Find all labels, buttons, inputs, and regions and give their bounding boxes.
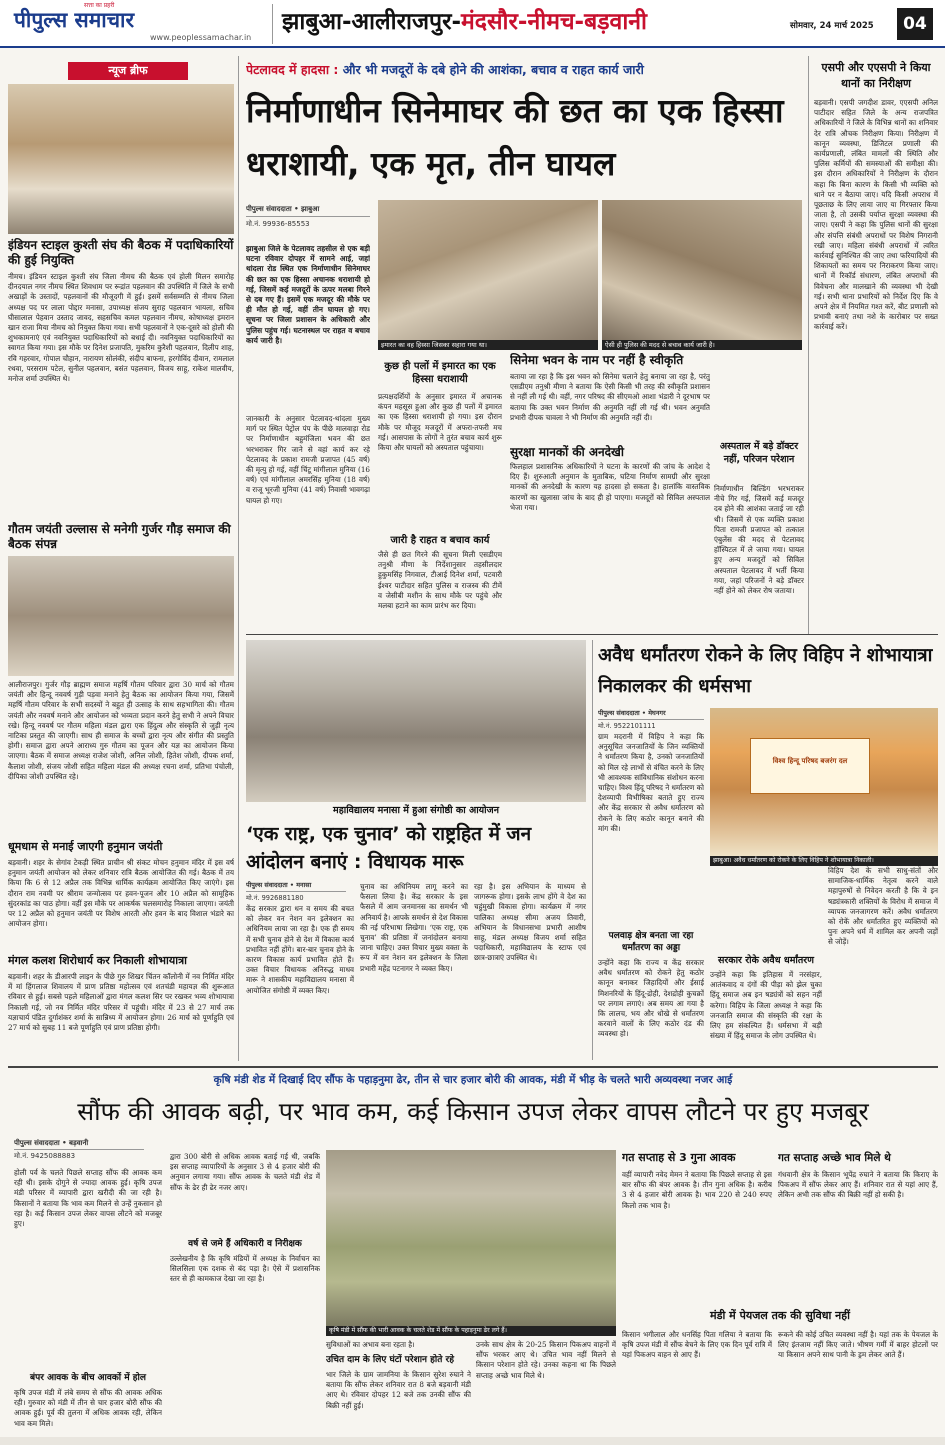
lead-body-7-top bbox=[714, 352, 804, 436]
story3-byline-box bbox=[598, 708, 704, 734]
lead-sub-1: कुछ ही पलों में इमारत का एक हिस्सा धराशायी bbox=[384, 361, 496, 385]
fennel-market-photo bbox=[326, 1150, 616, 1326]
lead-sub-3: सिनेमा भवन के नाम पर नहीं है स्वीकृति bbox=[510, 353, 684, 367]
fennel-market-caption: कृषि मंडी में सौंफ की भारी आवक के चलते शेड में सौंफ के पहाड़नुमा ढेर लगे हैं। bbox=[326, 1326, 616, 1336]
bottom-sub-1: बंपर आवक के बीच आवकों में होल bbox=[30, 1373, 146, 1383]
story3-sub-1: पलवाड़ क्षेत्र बनता जा रहा धर्मांतरण का अड्डा bbox=[608, 931, 694, 953]
bottom-sub-4: गत सप्ताह से 3 गुना आवक bbox=[622, 1151, 736, 1164]
lead-kicker-rest: और भी मजदूरों के दबे होने की आशंका, बचाव व राहत कार्य जारी bbox=[342, 62, 644, 77]
lead-body-6: फिलहाल प्रशासनिक अधिकारियों ने घटना के कारणों की जांच के आदेश दे दिए हैं। शुरुआती अनुमान के मुताबिक, घटिया निर्माण सामग्री और सुरक्षा मानकों की अनदेखी के कारण यह हादसा हो सकता है। हालांकि वास्तविक कारणों का खुलासा जांच के बाद ही हो पाएगा। मजदूरों को सिविल अस्पताल भेजा गया। bbox=[510, 462, 710, 512]
bottom-byline-box bbox=[14, 1138, 144, 1164]
story3-body-2: उन्होंने कहा कि राज्य व केंद्र सरकार अवैध धर्मांतरण को रोकने हेतु कठोर कानून बनाकर जिहादियों और ईसाई मिशनरियों के हिंदू-द्रोही, देशद्रोही कुचक्रों पर लगाम लगाएं। अब समय आ गया है कि लालच, भय और धोखे से धर्मांतरण करवाने वालों के लिए कठोर दंड की व्यवस्था हो। bbox=[598, 958, 704, 1039]
region-title-black: झाबुआ-आलीराजपुर- bbox=[282, 9, 462, 35]
masthead-divider bbox=[272, 4, 273, 44]
lead-sub-5: अस्पताल में बड़े डॉक्टर नहीं, परिजन परेशान bbox=[719, 441, 799, 465]
collapse-photo-1-caption: इमारत का वह हिस्सा जिसका सहारा गया था। bbox=[378, 340, 598, 350]
site-url: www.peoplessamachar.in bbox=[150, 33, 252, 42]
wrestling-meeting-photo bbox=[8, 84, 234, 234]
brief-headline-3: धूमधाम से मनाई जाएगी हनुमान जयंती bbox=[8, 840, 163, 853]
lead-phone: मो.नं. 99936-85553 bbox=[246, 220, 310, 228]
registration-strip bbox=[0, 1437, 945, 1445]
story3-body-4: विहिप देश के सभी साधु-संतों और सामाजिक-धार्मिक नेतृत्व करने वाले महापुरुषों से निवेदन करती है कि वे इन षड्यंत्रकारी शक्तियों के विरोध में समाज में व्यापक जनजागरण करें। अवैध धर्मांतरण को रोकें और धर्मांतरित हुए व्यक्तियों को पुनः अपने धर्म में शामिल कर अपनी जड़ों से जोड़ें। bbox=[828, 866, 938, 947]
bottom-body-9: किसान भगीलाल और धनसिंह पिता गलिया ने बताया कि कृषि उपज मंडी में सौंफ बेचने के लिए एक दिन पूर्व रात्रि में यहां पिकअप वाहन से आए हैं। bbox=[622, 1330, 772, 1360]
story3-headline: अवैध धर्मांतरण रोकने के लिए विहिप ने शोभायात्रा निकालकर की धर्मसभा bbox=[598, 645, 933, 697]
logo-text: पीपुल्स समाचार bbox=[14, 8, 135, 32]
right-column-rule bbox=[808, 56, 809, 634]
collapse-photo-1 bbox=[378, 200, 598, 348]
bottom-phone: मो.नं. 9425088883 bbox=[14, 1152, 76, 1160]
story3-sub-2: सरकार रोके अवैध धर्मांतरण bbox=[717, 955, 815, 966]
masthead bbox=[0, 0, 945, 48]
story2-phone: मो.नं. 9926881180 bbox=[246, 894, 304, 902]
right-column-headline: एसपी और एएसपी ने किया थानों का निरीक्षण bbox=[821, 61, 931, 90]
bottom-body-7: उनके साथ क्षेत्र के 20-25 किसान पिकअप वाहनों में सौंफ भरकर आए थे। उचित भाव नहीं मिलने से किसान परेशान होते रहे। उनका कहना था कि पिछले सप्ताह अच्छे भाव मिले थे। bbox=[476, 1340, 616, 1380]
region-title-red: मंदसौर-नीमच-बड़वानी bbox=[461, 9, 648, 35]
page-number: 04 bbox=[903, 14, 927, 34]
region-title bbox=[282, 5, 782, 41]
story3-body-3: उन्होंने कहा कि इतिहास में नरसंहार, आतंकवाद व दंगों की पीड़ा को झेल चुका हिंदू समाज अब इन षड्यंत्रों को सहन नहीं करेगा। विहिप के जिला अध्यक्ष ने कहा कि जनजाति समाज की संस्कृति की रक्षा के लिए हम संकल्पित हैं। धर्मसभा में बड़ी संख्या में हिंदू समाज के लोग उपस्थित थे। bbox=[710, 970, 822, 1041]
procession-photo bbox=[710, 708, 938, 856]
bottom-byline: पीपुल्स संवाददाता • बड़वानी bbox=[14, 1138, 144, 1150]
story3-body-1: ग्राम मदरानी में विहिप ने कहा कि अनुसूचित जनजातियों के जिन व्यक्तियों ने धर्मांतरण किया है, उनको जनजातियों को मिल रहे लाभों से वंचित करने के लिए भी आवश्यक सांविधानिक संशोधन करना चाहिए। विश्व हिंदू परिषद ने धर्मांतरण को देशव्यापी विभीषिका बताते हुए राज्य और केंद्र सरकार से अवैध धर्मांतरण को रोकने के लिए कठोर कानून बनाने की मांग की। bbox=[598, 732, 704, 833]
bottom-kicker: कृषि मंडी शेड में दिखाई दिए सौंफ के पहाड़नुमा ढेर, तीन से चार हजार बोरी की आवक, मंडी में भीड़ के चलते भारी अव्यवस्था नजर आई bbox=[213, 1074, 733, 1086]
bottom-body-6: भार जिले के ग्राम जामनिया के किसान सुरेश रुघाने ने बताया कि सौंफ लेकर शनिवार रात 8 बजे बड़वानी मंडी आए थे। रविवार दोपहर 12 बजे तक उनकी सौंफ की बिक्री नहीं हुई। bbox=[326, 1370, 471, 1410]
logo bbox=[14, 2, 224, 34]
seminar-caption: महाविद्यालय मनासा में हुआ संगोष्ठी का आयोजन bbox=[333, 805, 499, 816]
bottom-body-8: वहीं व्यापारी नवेद मेमन ने बताया कि पिछले सप्ताह से इस बार सौंफ की बंपर आवक है। तीन गुना अधिक है। करीब 3 से 4 हजार बोरी आवक है। भाव 220 से 240 रुपए किलो तक भाव है। bbox=[622, 1170, 772, 1210]
story2-byline-box bbox=[246, 880, 346, 906]
story2-byline: पीपुल्स संवाददाता • मनासा bbox=[246, 880, 346, 892]
story2-headline: ‘एक राष्ट्र, एक चुनाव’ को राष्ट्रहित में जन आंदोलन बनाएं : विधायक मारू bbox=[246, 823, 532, 873]
lead-body-4: जैसे ही छत गिरने की सूचना मिली एसडीएम तनुश्री मीणा के निर्देशानुसार तहसीलदार हुकुमसिंह निगवाल, टीआई दिनेश शर्मा, पटवारी ईश्वर पाटीदार सहित पुलिस व राजस्व की टीमें व जेसीबी मशीन के साथ मौके पर पहुंचे और मलबा हटाने का काम प्रारंभ कर दिया। bbox=[378, 550, 502, 611]
procession-banner-text: विश्व हिन्दू परिषद बजरंग दल bbox=[772, 757, 848, 765]
left-column-rule bbox=[238, 56, 239, 1061]
seminar-photo bbox=[246, 640, 586, 802]
lead-sub-4: सुरक्षा मानकों की अनदेखी bbox=[510, 445, 624, 459]
lead-body-2b bbox=[378, 352, 502, 360]
brief-body-3: बड़वानी। शहर के सेगांव टेकड़ी स्थित प्राचीन श्री संकट मोचन हनुमान मंदिर में इस वर्ष हनुमान जयंती आयोजन को लेकर शनिवार रात्रि बैठक आयोजित की गई। बैठक में तय किया कि 6 से 12 अप्रैल तक विभिन्न धार्मिक कार्यक्रम आयोजित किए जाएंगे। इस दौरान राम नवमी पर श्रीराम जन्मोत्सव पर हवन-पूजन और 10 अप्रैल को सामूहिक सुंदरकांड का पाठ होगा। वहीं इस मौके पर आकर्षक चलसमारोह निकाला जाएगा। जयंती पर 12 अप्रैल को हनुमान जयंती पर विशेष आरती और हवन के बाद विशाल भंडारे का आयोजन होगा। bbox=[8, 858, 234, 929]
bottom-body-3: द्वारा 300 बोरी से अधिक आवक बताई गई थी, जबकि इस सप्ताह व्यापारियों के अनुसार 3 से 4 हजार बोरी की अनुमान लगाया गया। सौंफ आवक के चलते मंडी शेड में सौंफ के ढेर ही ढेर नजर आए। bbox=[170, 1152, 320, 1192]
lead-headline: निर्माणाधीन सिनेमाघर की छत का एक हिस्सा धराशायी, एक मृत, तीन घायल bbox=[246, 91, 784, 183]
lead-body-7: निर्माणाधीन बिल्डिंग भरभराकर नीचे गिर गई, जिसमें कई मजदूर दब होने की आशंका जताई जा रही थी। जिसमें से एक व्यक्ति प्रकाश पिता रामजी प्रजापत को तत्काल एंबुलेंस की मदद से पेटलावद हॉस्पिटल में ले जाया गया। घायल हुए अन्य मजदूरों को सिविल अस्पताल पेटलावद में भर्ती किया गया, जहां परिजनों ने बड़े डॉक्टर नहीं होने को लेकर रोष जताया। bbox=[714, 484, 804, 596]
bottom-sub-6: मंडी में पेयजल तक की सुविधा नहीं bbox=[710, 1309, 850, 1322]
brief-body-2: आलीराजपुर। गुर्जर गौड़ ब्राह्मण समाज महर्षि गौतम परिवार द्वारा 30 मार्च को गौतम जयंती और हिन्दू नववर्ष गुड़ी पड़वा मनाने हेतु बैठक का आयोजन किया गया, जिसमें महर्षि गौतम परिवार के सभी सदस्यों ने बहुत ही उत्साह के साथ सहभागिता की। गौतम जयंती और नववर्ष मनाने और आयोजन को भव्यता प्रदान करने हेतु सभी ने अपने विचार रखे। हिन्दू नववर्ष पर गौतम महिला मंडल द्वारा एक हिंदुत्व और संस्कृति से जुड़ी नृत्य नाटिका प्रस्तुत की जाएगी। साथ ही समाज के बच्चों द्वारा नृत्य और संगीत की प्रस्तुति होगी। समाज द्वारा अपने आराध्य गुरु गौतम का पूजन और यज्ञ का आयोजन किया जाएगा। बैठक में समाज अध्यक्ष राजेश जोशी, अनिल जोशी, हितेश जोशी, दीपक शर्मा, कैलाश जोशी, संजय जोशी सहित महिला मंडल की अध्यक्ष रचना शर्मा, प्रतिभा पंचोली, दीपिका जोशी उपस्थित रहे। bbox=[8, 680, 234, 781]
story2-body-3: रहा है। इस अभियान के माध्यम से जागरूक होगा। इसके लाभ होंगे वे देश का चहुंमुखी विकास होगा। कार्यक्रम में नगर पालिका अध्यक्ष सीमा अजय तिवारी, अभियान के विधानसभा प्रभारी आशीष साहू, मंडल अध्यक्ष विजय शर्मा सहित पदाधिकारी, महाविद्यालय के स्टाफ एवं छात्र-छात्राएं उपस्थित थे। bbox=[474, 882, 586, 963]
bottom-sub-2: वर्ष से जमे हैं अधिकारी व निरीक्षक bbox=[188, 1239, 302, 1249]
lead-sub-2: जारी है राहत व बचाव कार्य bbox=[390, 535, 490, 546]
story3-byline: पीपुल्स संवाददाता • मेघनगर bbox=[598, 708, 704, 720]
story3-phone: मो.नं. 9522101111 bbox=[598, 722, 656, 730]
brief-headline-2: गौतम जयंती उल्लास से मनेगी गुर्जर गौड़ समाज की बैठक संपन्न bbox=[8, 522, 231, 551]
news-brief-label-text: न्यूज ब्रीफ bbox=[108, 64, 148, 77]
bottom-headline: सौंफ की आवक बढ़ी, पर भाव कम, कई किसान उपज लेकर वापस लौटने पर हुए मजबूर bbox=[77, 1097, 869, 1126]
story2-rule bbox=[592, 640, 593, 1060]
lead-body-1: झाबुआ जिले के पेटलावद तहसील से एक बड़ी घटना रविवार दोपहर में सामने आई, जहां थांदला रोड स्थित एक निर्माणाधीन सिनेमाघर की छत का एक हिस्सा अचानक धराशायी हो गई, जिसमें कई मजदूरों के ऊपर मलबा गिरने से दब गए हैं। इसमें एक मजदूर की मौके पर ही मौत हो गई, वहीं तीन घायल हो गए। सूचना पर जिला प्रशासन के अधिकारी और पुलिस पहुंच गई। घटनास्थल पर राहत व बचाव कार्य जारी है। bbox=[246, 244, 370, 345]
brief-headline-1: इंडियन स्टाइल कुश्ती संघ की बैठक में पदाधिकारियों की हुई नियुक्ति bbox=[8, 238, 234, 267]
lead-kicker-red: पेटलावद में हादसा : bbox=[246, 62, 339, 77]
lead-kicker bbox=[246, 60, 806, 80]
bottom-body-10: गंधवानी क्षेत्र के किसान भूपेंद्र रुघाने ने बताया कि किराए के पिकअप में सौंफ लेकर आए हैं। शनिवार रात से यहां आए हैं, लेकिन अभी तक सौंफ की बिक्री नहीं हो सकी है। bbox=[778, 1170, 938, 1200]
bottom-sub-5: गत सप्ताह अच्छे भाव मिले थे bbox=[778, 1152, 891, 1164]
news-brief-column bbox=[8, 56, 234, 1061]
bottom-body-2: कृषि उपज मंडी में लंबे समय से सौंफ की आवक अधिक रही। गुरुवार को मंडी में तीन से चार हजार बोरी सौंफ की आवक हुई। पूर्व की तुलना में अधिक आवक रही, लेकिन भाव कम मिले। bbox=[14, 1388, 162, 1428]
story3-body-3-upper bbox=[710, 866, 822, 952]
bottom-body-1: होली पर्व के चलते पिछले सप्ताह सौंफ की आवक कम रही थी। इसके दोगुने से ज्यादा आवक हुई। कृषि उपज मंडी परिसर में व्यापारी द्वारा खरीदी की जा रही है। किसानों ने बताया कि भाव कम मिलने से उन्हें नुकसान हो रहा है। कई किसान उपज लेकर वापस लौटने को मजबूर हुए। bbox=[14, 1168, 162, 1229]
lead-body-3: प्रत्यक्षदर्शियों के अनुसार इमारत में अचानक कंपन महसूस हुआ और कुछ ही पलों में इमारत का एक हिस्सा धराशायी हो गया। इस दौरान मौके पर मौजूद मजदूरों में अफरा-तफरी मच गई। आसपास के लोगों ने तुरंत बचाव कार्य शुरू किया और घायलों को अस्पताल पहुंचाया। bbox=[378, 392, 502, 453]
lead-byline-box bbox=[246, 204, 370, 240]
story2-body-2: चुनाव का अधिनियम लागू करने का फैसला लिया है। केंद्र सरकार के इस फैसले में आम जनमानस का समर्थन भी अनिवार्य है। आपके समर्थन से देश विकास की नई परिभाषा लिखेगा। ‘एक राष्ट्र, एक चुनाव’ की प्रतिष्ठा में जनांदोलन बनाया जाना चाहिए। उक्त विचार मुख्य वक्ता के रूप में वन नेशन वन इलेक्शन के जिला प्रभारी महेंद्र पटनागर ने व्यक्त किए। bbox=[360, 882, 468, 973]
collapse-photo-2 bbox=[602, 200, 802, 348]
edition-date: सोमवार, 24 मार्च 2025 bbox=[790, 21, 874, 31]
brief-headline-4: मंगल कलश शिरोधार्य कर निकाली शोभायात्रा bbox=[8, 954, 187, 967]
lead-byline: पीपुल्स संवाददाता • झाबुआ bbox=[246, 204, 370, 217]
news-brief-label bbox=[68, 62, 188, 80]
page-number-box bbox=[897, 8, 933, 40]
story2-body-1: केंद्र सरकार द्वारा धन व समय की बचत को लेकर वन नेशन वन इलेक्शन का अधिनियम लाया जा रहा है। एक ही समय में सभी चुनाव होने से देश में विकास कार्य प्रभावित नहीं होंगे। बार-बार चुनाव होने के कारण विकास कार्य प्रभावित होते हैं। उक्त विचार विधायक अनिरुद्ध माधव मारू ने शासकीय महाविद्यालय मनासा में आयोजित संगोष्ठी में व्यक्त किए। bbox=[246, 904, 354, 995]
procession-caption: झाबुआ। अवैध धर्मांतरण को रोकने के लिए विहिप ने शोभायात्रा निकाली। bbox=[710, 856, 938, 866]
bottom-body-4: उल्लेखनीय है कि कृषि मंडियों में अध्यक्ष के निर्वाचन का सिलसिला एक दशक से बंद पड़ा है। ऐसे में प्रशासनिक स्तर से ही कामकाज देखा जा रहा है। bbox=[170, 1254, 320, 1284]
logo-tagline: सत्ता का प्रहरी bbox=[84, 2, 115, 9]
brief-body-4: बड़वानी। शहर के डीआरपी लाइन के पीछे गुरु शिखर चिंतन कॉलोनी में नव निर्मित मंदिर में मां हिंगलाज शिवालय में प्राण प्रतिष्ठा महोत्सव एवं शतचंडी महायज्ञ की शुरूआत रविवार से हुई। सबसे पहले महिलाओं द्वारा मंगल कलश सिर पर रखकर भव्य शोभायात्रा निकाली गई, जो नव निर्मित मंदिर परिसर में पहुंची। मंदिर में 23 से 27 मार्च तक यज्ञाचार्य पंडित दुर्गाशंकर शर्मा के सान्निध्य में आयोजन होगा। 26 मार्च को पूर्णाहुति एवं 27 मार्च को सुबह 11 बजे पूर्णाहुति एवं प्राण प्रतिष्ठा होगी। bbox=[8, 972, 234, 1033]
bottom-body-5: सुविधाओं का अभाव बना रहता है। bbox=[326, 1340, 415, 1349]
lead-body-5: बताया जा रहा है कि इस भवन को सिनेमा चलाने हेतु बनाया जा रहा है, परंतु एसडीएम तनुश्री मीणा ने बताया कि ऐसी किसी भी तरह की स्वीकृति प्रशासन से नहीं ली गई थी। वहीं, नगर परिषद की सीएमओ आशा भंडारी ने दूरभाष पर बताया कि उक्त भवन निर्माण की अनुमति नहीं ली गई थी। भवन अनुमति प्रभारी दीपक चावला ने भी निर्माण की अनुमति नहीं दी। bbox=[510, 372, 710, 422]
procession-banner bbox=[750, 738, 870, 794]
bottom-section-rule bbox=[8, 1066, 938, 1068]
bottom-body-11: रूकने की कोई उचित व्यवस्था नहीं है। यहां तक के पेयजल के लिए इंतजाम नहीं किए जाते। भीषण गर्मी में बाहर होटलों पर या किसान अपने साथ पानी के ड्रम लेकर आते हैं। bbox=[778, 1330, 938, 1360]
bottom-sub-3: उचित दाम के लिए घंटों परेशान होते रहे bbox=[326, 1355, 454, 1365]
right-column-body: बड़वानी। एसपी जगदीश डावर, एएसपी अनिल पाटीदार सहित जिले के अन्य राजपत्रित अधिकारियों ने जिले के विभिन्न थानों का शनिवार देर रात्रि औचक निरीक्षण किया। निरीक्षण में कानून व्यवस्था, डिजिटल प्रणाली की कार्यप्रणाली, लंबित मामलों की स्थिति और पुलिस कर्मियों की समस्याओं की समीक्षा की। इस दौरान अधिकारियों ने निरीक्षण के दौरान कहा कि बिना कारण के किसी भी व्यक्ति को थाने पर न बैठाया जाए। यदि किसी अपराध में पूछताछ के लिए लाया जाए या गिरफ्तार किया जाता है, तो उसकी पर्याप्त सुरक्षा व्यवस्था की जाए। एसपी ने कहा कि पुलिस थानों की सुरक्षा और संपत्ति संबंधी अपराधों पर विशेष निगरानी रखी जाए। महिला संबंधी अपराधों में त्वरित कार्रवाई सुनिश्चित की जाए तथा फरियादियों की शिकायतों का समय पर निराकरण किया जाए। थानों में रिकॉर्ड संधारण, लंबित अपराधों की विवेचना और मालखाने की व्यवस्था भी देखी गई। सभी थाना प्रभारियों को निर्देश दिए कि वे अपने क्षेत्र में नियमित गश्त करें, बीट प्रणाली को प्रभावी बनाएं तथा नशे के कारोबार पर सख्त कार्रवाई करें। bbox=[814, 98, 938, 332]
collapse-photo-2-caption: ऐसी ही पुलिस की मदद से बचाव कार्य जारी है। bbox=[602, 340, 802, 350]
samaj-meeting-photo bbox=[8, 556, 234, 676]
lead-body-2: जानकारी के अनुसार पेटलावद-थांदला मुख्य मार्ग पर स्थित पेट्रोल पंप के पीछे मालवाड़ा रोड पर निर्माणाधीन बहुमंजिला भवन की छत भरभराकर गिर जाने से वहां कार्य कर रहे पेटलावद के प्रकाश रामजी प्रजापत (45 वर्ष) की मृत्यु हो गई, वहीं चिंटू मांगीलाल मुनिया (16 वर्ष) एवं मांगीलाल अमरसिंह मुनिया (18 वर्ष) व राजू भूरजी मुनिया (41 वर्ष) निवासी भावगढ़ा घायल हो गए। bbox=[246, 414, 370, 505]
mid-page-rule bbox=[246, 634, 938, 635]
brief-body-1: नीमच। इंडियन स्टाइल कुश्ती संघ जिला नीमच की बैठक एवं होली मिलन समारोह दीनदयाल नगर नीमच स्थित शिवधाम पर रूद्रांत पहलवान की उपस्थिति में जिले के सभी अखाड़ों के उस्तादों, पहलवानों की मौजूदगी में हुई। इसमें सर्वसम्मति से नीमच जिला अध्यक्ष पद पर लाला पोद्दार मनासा, उपाध्यक्ष संजय सुराह पहलवान भायला, सचिव घीसालाल पेहवान उस्ताद जावद, सहसचिव कमल पहलवान नीमच, कोषाध्यक्ष इमरान खान राजा मिया नीमच को नियुक्त किया गया। सभी पहलवानों ने एक-दूसरे को होली की शुभकामनाएं एवं नवनियुक्त पदाधिकारियों को बधाई दी। नवनियुक्त पदाधिकारियों का स्वागत किया गया। इस मौके पर दिनेश प्रजापति, मुकरिम कुरैशी पहलवान, दिलीप शाह, रवि गहरवार, गोपाल चौहान, नारायण सोलंकी, संदीप बाफना, हरगोविंद दीवान, रामलाल रथवा, परसराम पटेल, सुनील पहलवान, बसंत पहलवान, विजय साहू, राकेश मालवीय, मनोज शर्मा उपस्थित थे। bbox=[8, 272, 234, 384]
